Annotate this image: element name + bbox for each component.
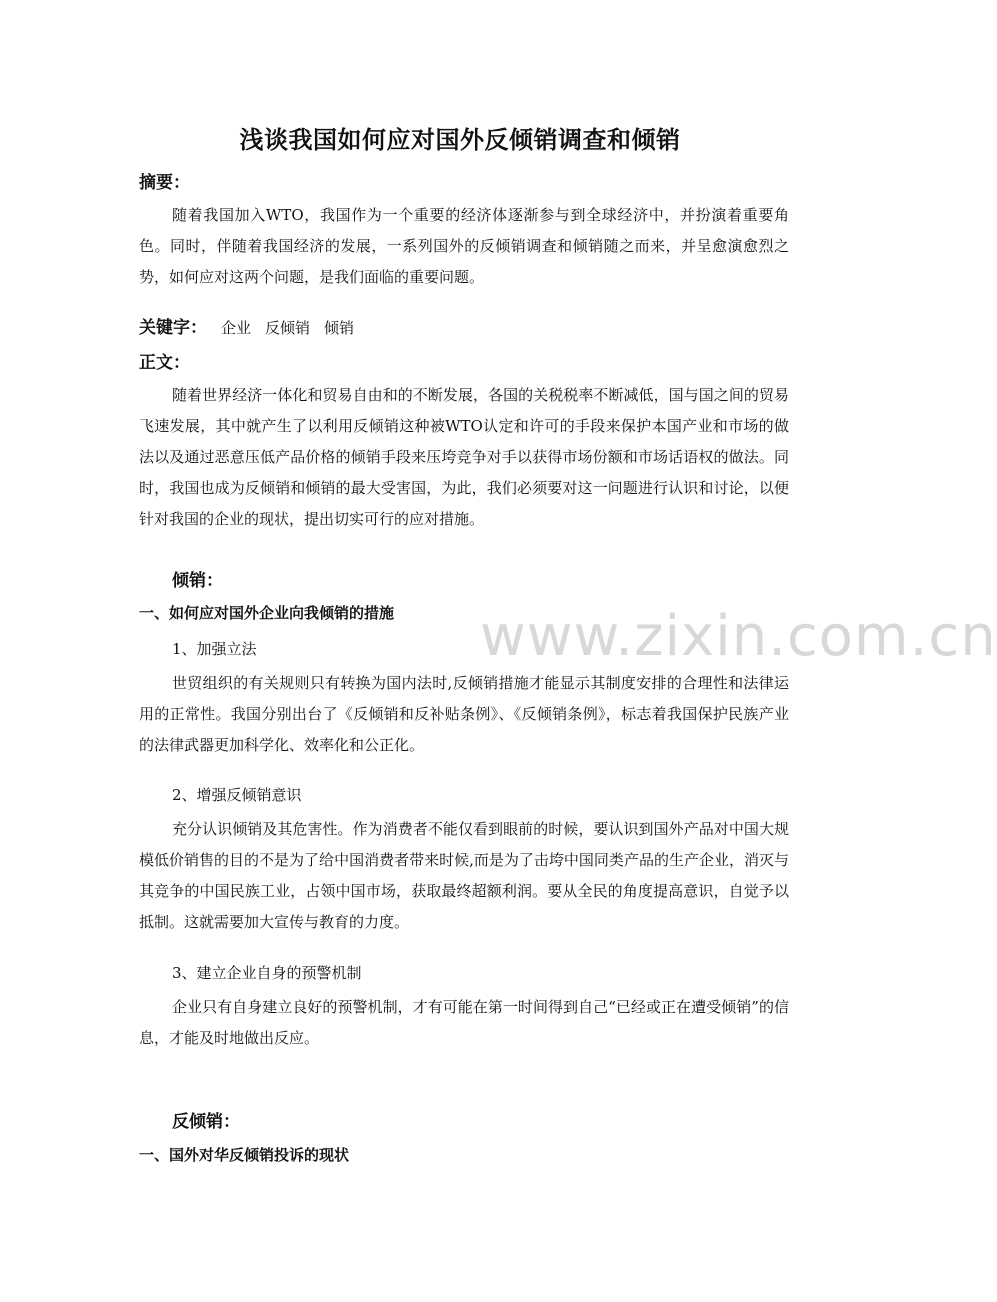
- document-title: 浅谈我国如何应对国外反倾销调查和倾销: [239, 126, 681, 154]
- abstract-heading: 摘要：: [139, 173, 190, 193]
- keyword: 反倾销: [265, 319, 311, 337]
- dumping-heading: 倾销：: [172, 571, 223, 591]
- keyword: 倾销: [324, 319, 355, 337]
- list-item-title: 3、建立企业自身的预警机制: [172, 964, 362, 982]
- keywords-row: [139, 313, 354, 338]
- keyword: 企业: [221, 319, 252, 337]
- dumping-section-title: 一、如何应对国外企业向我倾销的措施: [139, 604, 395, 622]
- list-item-paragraph: 世贸组织的有关规则只有转换为国内法时,反倾销措施才能显示其制度安排的合理性和法律运用的正常性。我国分别出台了《反倾销和反补贴条例》、《反倾销条例》，标志着我国保护民族产业的法律武器更加科学化、效率化和公正化。: [139, 674, 789, 754]
- list-item-title: 1、加强立法: [172, 640, 257, 658]
- antidumping-section-title: 一、国外对华反倾销投诉的现状: [139, 1146, 350, 1164]
- body-intro-paragraph: 随着世界经济一体化和贸易自由和的不断发展，各国的关税税率不断减低，国与国之间的贸易飞速发展，其中就产生了以利用反倾销这种被WTO认定和许可的手段来保护本国产业和市场的做法以及通过恶意压低产品价格的倾销手段来压垮竞争对手以获得市场份额和市场话语权的做法。同时，我国也成为反倾销和倾销的最大受害国，为此，我们必须要对这一问题进行认识和讨论，以便针对我国的企业的现状，提出切实可行的应对措施。: [139, 386, 789, 528]
- watermark: www.zixin.com.cn: [480, 604, 997, 669]
- body-heading: 正文：: [139, 353, 190, 373]
- abstract-paragraph: 随着我国加入WTO，我国作为一个重要的经济体逐渐参与到全球经济中，并扮演着重要角色。同时，伴随着我国经济的发展，一系列国外的反倾销调查和倾销随之而来，并呈愈演愈烈之势，如何应对这两个问题，是我们面临的重要问题。: [139, 206, 789, 286]
- list-item-paragraph: 企业只有自身建立良好的预警机制，才有可能在第一时间得到自己“已经或正在遭受倾销”的信息，才能及时地做出反应。: [139, 998, 789, 1047]
- list-item-title: 2、增强反倾销意识: [172, 786, 302, 804]
- keywords-heading: 关键字：: [139, 318, 207, 338]
- antidumping-heading: 反倾销：: [172, 1112, 240, 1132]
- list-item-paragraph: 充分认识倾销及其危害性。作为消费者不能仅看到眼前的时候，要认识到国外产品对中国大规模低价销售的目的不是为了给中国消费者带来时候,而是为了击垮中国同类产品的生产企业，消灭与其竞争的中国民族工业，占领中国市场，获取最终超额利润。要从全民的角度提高意识，自觉予以抵制。这就需要加大宣传与教育的力度。: [139, 820, 789, 931]
